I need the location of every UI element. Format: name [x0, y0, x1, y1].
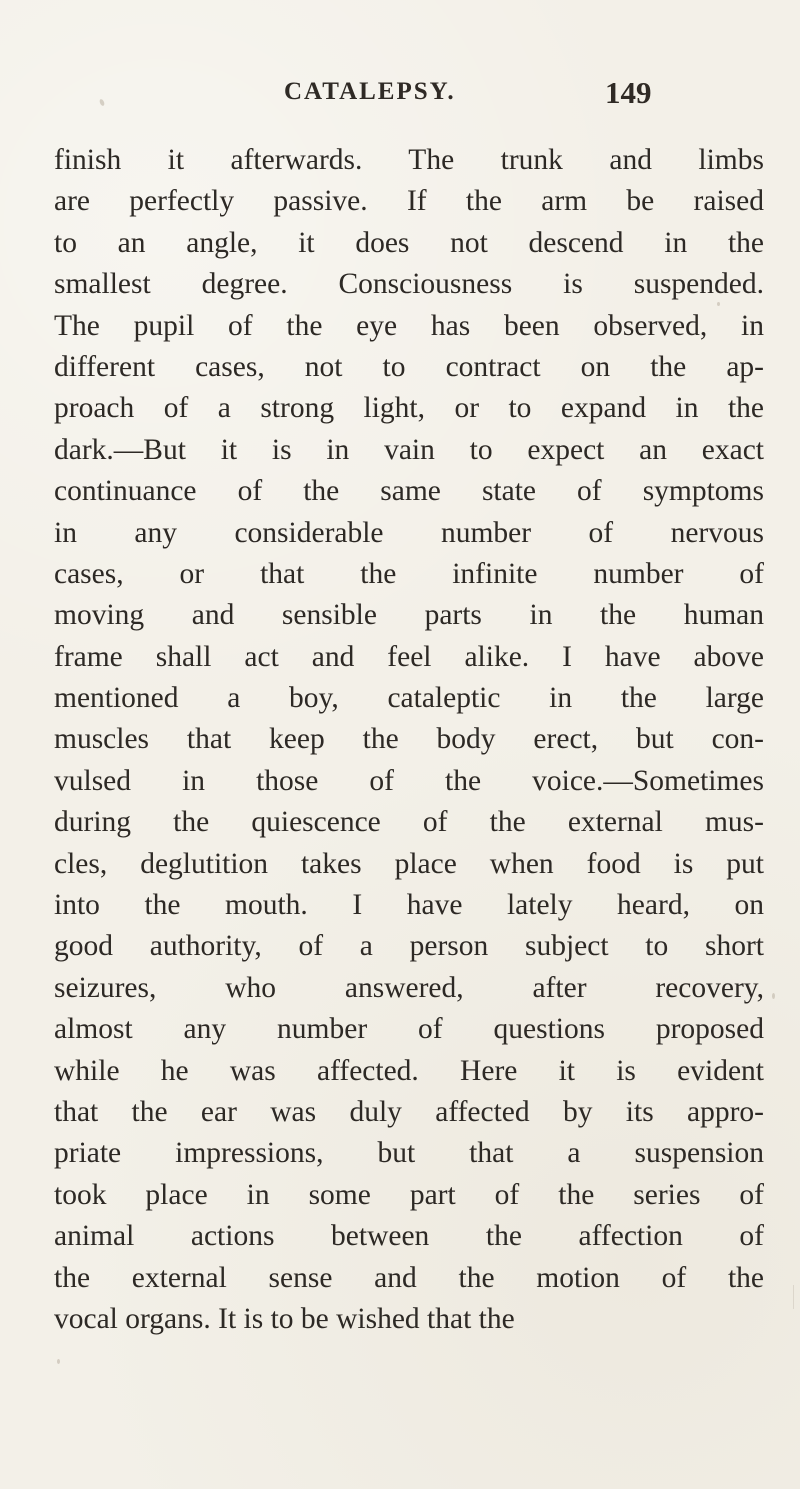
text-line: finish it afterwards. The trunk and limbs [54, 144, 764, 176]
text-line: priate impressions, but that a suspension [54, 1137, 764, 1170]
text-line: dark.—But it is in vain to expect an exact [54, 433, 764, 466]
text-line: animal actions between the affection of [54, 1220, 764, 1253]
text-line: smallest degree. Consciousness is suspended. [54, 268, 764, 301]
text-line: different cases, not to contract on the ap- [54, 350, 764, 383]
text-line: good authority, of a person subject to short [54, 930, 764, 963]
running-title: CATALEPSY. [284, 78, 456, 105]
text-line: frame shall act and feel alike. I have above [54, 640, 764, 673]
paper-crease [793, 1285, 794, 1309]
text-line: in any considerable number of nervous [54, 516, 764, 549]
text-line: are perfectly passive. If the arm be raised [54, 185, 764, 218]
page-number: 149 [605, 75, 652, 110]
paper-speck [57, 1359, 60, 1364]
text-line: moving and sensible parts in the human [54, 599, 764, 632]
text-line: during the quiescence of the external mus- [54, 806, 764, 839]
text-line: vocal organs. It is to be wished that the [54, 1302, 515, 1335]
text-line: cases, or that the infinite number of [54, 557, 764, 590]
text-line: vulsed in those of the voice.—Sometimes [54, 764, 764, 797]
text-line: mentioned a boy, cataleptic in the large [54, 682, 764, 715]
text-line: almost any number of questions proposed [54, 1013, 764, 1046]
text-line: continuance of the same state of symptoms [54, 475, 764, 508]
text-line: cles, deglutition takes place when food is put [54, 847, 764, 880]
text-line: took place in some part of the series of [54, 1178, 764, 1211]
paper-speck [772, 993, 775, 999]
text-line: while he was affected. Here it is evident [54, 1054, 764, 1087]
text-line: seizures, who answered, after recovery, [54, 971, 764, 1004]
text-line: into the mouth. I have lately heard, on [54, 889, 764, 922]
text-line: muscles that keep the body erect, but con- [54, 723, 764, 756]
text-line: that the ear was duly affected by its appro- [54, 1095, 764, 1128]
text-line: The pupil of the eye has been observed, in [54, 309, 764, 342]
body-text [54, 140, 764, 1340]
text-line: proach of a strong light, or to expand in the [54, 392, 764, 425]
running-head [0, 75, 800, 118]
text-line: the external sense and the motion of the [54, 1261, 764, 1294]
text-line: to an angle, it does not descend in the [54, 226, 764, 259]
